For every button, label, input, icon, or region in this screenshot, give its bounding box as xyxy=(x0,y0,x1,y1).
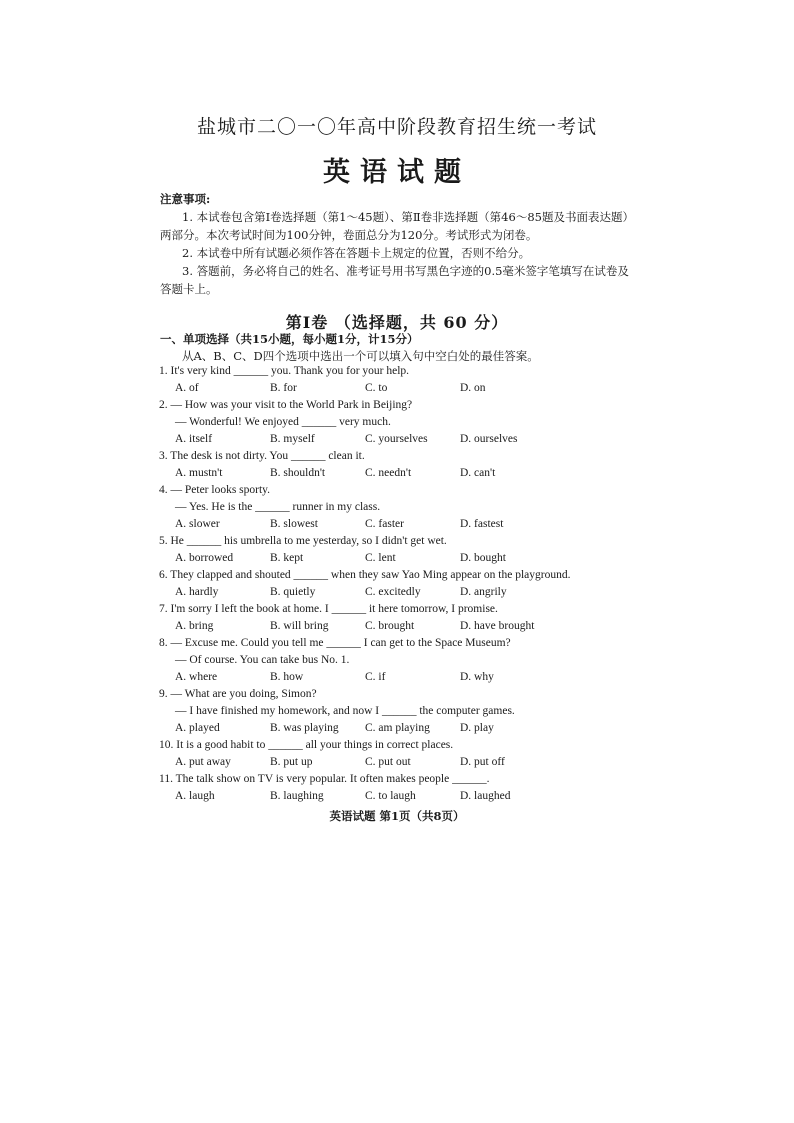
option-c: C. needn't xyxy=(365,467,412,479)
option-c: C. to xyxy=(365,382,388,394)
option-c: C. yourselves xyxy=(365,433,428,445)
option-c: C. excitedly xyxy=(365,586,421,598)
option-row xyxy=(159,754,629,771)
option-b: B. put up xyxy=(270,756,313,768)
option-d: D. on xyxy=(460,382,486,394)
question-7 xyxy=(159,601,629,635)
option-c: C. am playing xyxy=(365,722,430,734)
question-10 xyxy=(159,737,629,771)
question-text: 6. They clapped and shouted ______ when they saw Yao Ming appear on the playground. xyxy=(159,569,571,581)
option-d: D. play xyxy=(460,722,494,734)
option-d: D. why xyxy=(460,671,494,683)
notice-heading: 注意事项: xyxy=(160,192,211,206)
option-row xyxy=(159,788,629,805)
question-text-continued: — I have finished my homework, and now I ______ the computer games. xyxy=(175,705,515,717)
option-a: A. where xyxy=(175,671,218,683)
notice-item-1: 1. 本试卷包含第Ⅰ卷选择题（第1～45题）、第Ⅱ卷非选择题（第46～85题及书面表达题）两部分。本次考试时间为100分钟，卷面总分为120分。考试形式为闭卷。 xyxy=(160,210,629,242)
option-b: B. laughing xyxy=(270,790,324,802)
option-d: D. bought xyxy=(460,552,506,564)
option-a: A. of xyxy=(175,382,199,394)
option-b: B. will bring xyxy=(270,620,329,632)
option-c: C. to laugh xyxy=(365,790,416,802)
question-1 xyxy=(159,363,629,397)
exam-title: 盐城市二〇一〇年高中阶段教育招生统一考试 xyxy=(196,116,597,138)
option-b: B. kept xyxy=(270,552,304,564)
option-d: D. have brought xyxy=(460,620,535,632)
notice-item-3: 3. 答题前，务必将自己的姓名、准考证号用书写黑色字迹的0.5毫米签字笔填写在试卷及答题卡上。 xyxy=(160,264,629,296)
option-c: C. brought xyxy=(365,620,415,632)
option-b: B. quietly xyxy=(270,586,316,598)
question-text: 1. It's very kind ______ you. Thank you for your help. xyxy=(159,365,410,377)
option-d: D. fastest xyxy=(460,518,504,530)
question-text: 3. The desk is not dirty. You ______ clean it. xyxy=(159,450,365,462)
question-6 xyxy=(159,567,629,601)
question-2 xyxy=(159,397,629,448)
option-a: A. played xyxy=(175,722,220,734)
question-4 xyxy=(159,482,629,533)
page-footer: 英语试题 第1页（共8页） xyxy=(329,809,465,823)
question-9 xyxy=(159,686,629,737)
option-b: B. was playing xyxy=(270,722,339,734)
section-heading: 一、单项选择（共15小题，每小题1分，计15分） xyxy=(160,332,419,346)
option-c: C. if xyxy=(365,671,386,683)
option-b: B. for xyxy=(270,382,297,394)
option-c: C. faster xyxy=(365,518,404,530)
option-d: D. can't xyxy=(460,467,496,479)
option-a: A. slower xyxy=(175,518,220,530)
question-text-continued: — Yes. He is the ______ runner in my class. xyxy=(175,501,381,513)
option-row xyxy=(159,431,629,448)
question-text: 8. — Excuse me. Could you tell me ______ I can get to the Space Museum? xyxy=(159,637,511,649)
question-5 xyxy=(159,533,629,567)
question-text: 9. — What are you doing, Simon? xyxy=(159,688,317,700)
question-text: 4. — Peter looks sporty. xyxy=(159,484,271,496)
option-d: D. put off xyxy=(460,756,505,768)
option-a: A. bring xyxy=(175,620,214,632)
option-a: A. laugh xyxy=(175,790,215,802)
option-a: A. hardly xyxy=(175,586,219,598)
option-row xyxy=(159,669,629,686)
option-b: B. shouldn't xyxy=(270,467,326,479)
option-b: B. myself xyxy=(270,433,315,445)
question-3 xyxy=(159,448,629,482)
option-d: D. laughed xyxy=(460,790,511,802)
question-8 xyxy=(159,635,629,686)
option-row xyxy=(159,380,629,397)
notice-section xyxy=(160,190,630,298)
section-instruction: 从A、B、C、D四个选项中选出一个可以填入句中空白处的最佳答案。 xyxy=(182,349,539,363)
question-text: 7. I'm sorry I left the book at home. I ______ it here tomorrow, I promise. xyxy=(159,603,498,615)
question-11 xyxy=(159,771,629,805)
option-d: D. angrily xyxy=(460,586,507,598)
question-text: 11. The talk show on TV is very popular. It often makes people ______. xyxy=(159,773,490,785)
option-row xyxy=(159,618,629,635)
question-text: 5. He ______ his umbrella to me yesterday, so I didn't get wet. xyxy=(159,535,447,547)
question-text-continued: — Wonderful! We enjoyed ______ very much. xyxy=(175,416,391,428)
part-title: 第Ⅰ卷 （选择题，共 60 分） xyxy=(285,313,509,332)
option-c: C. put out xyxy=(365,756,411,768)
question-text-continued: — Of course. You can take bus No. 1. xyxy=(175,654,350,666)
option-row xyxy=(159,516,629,533)
option-c: C. lent xyxy=(365,552,396,564)
option-row xyxy=(159,584,629,601)
question-list xyxy=(159,363,629,805)
option-row xyxy=(159,550,629,567)
option-row xyxy=(159,465,629,482)
question-text: 10. It is a good habit to ______ all your things in correct places. xyxy=(159,739,454,751)
question-text: 2. — How was your visit to the World Park in Beijing? xyxy=(159,399,413,411)
exam-subtitle: 英语试题 xyxy=(323,157,471,188)
option-row xyxy=(159,720,629,737)
notice-item-2: 2. 本试卷中所有试题必须作答在答题卡上规定的位置，否则不给分。 xyxy=(182,246,531,260)
option-a: A. put away xyxy=(175,756,231,768)
option-b: B. slowest xyxy=(270,518,318,530)
option-a: A. itself xyxy=(175,433,213,445)
option-a: A. mustn't xyxy=(175,467,223,479)
option-a: A. borrowed xyxy=(175,552,234,564)
option-b: B. how xyxy=(270,671,304,683)
option-d: D. ourselves xyxy=(460,433,518,445)
